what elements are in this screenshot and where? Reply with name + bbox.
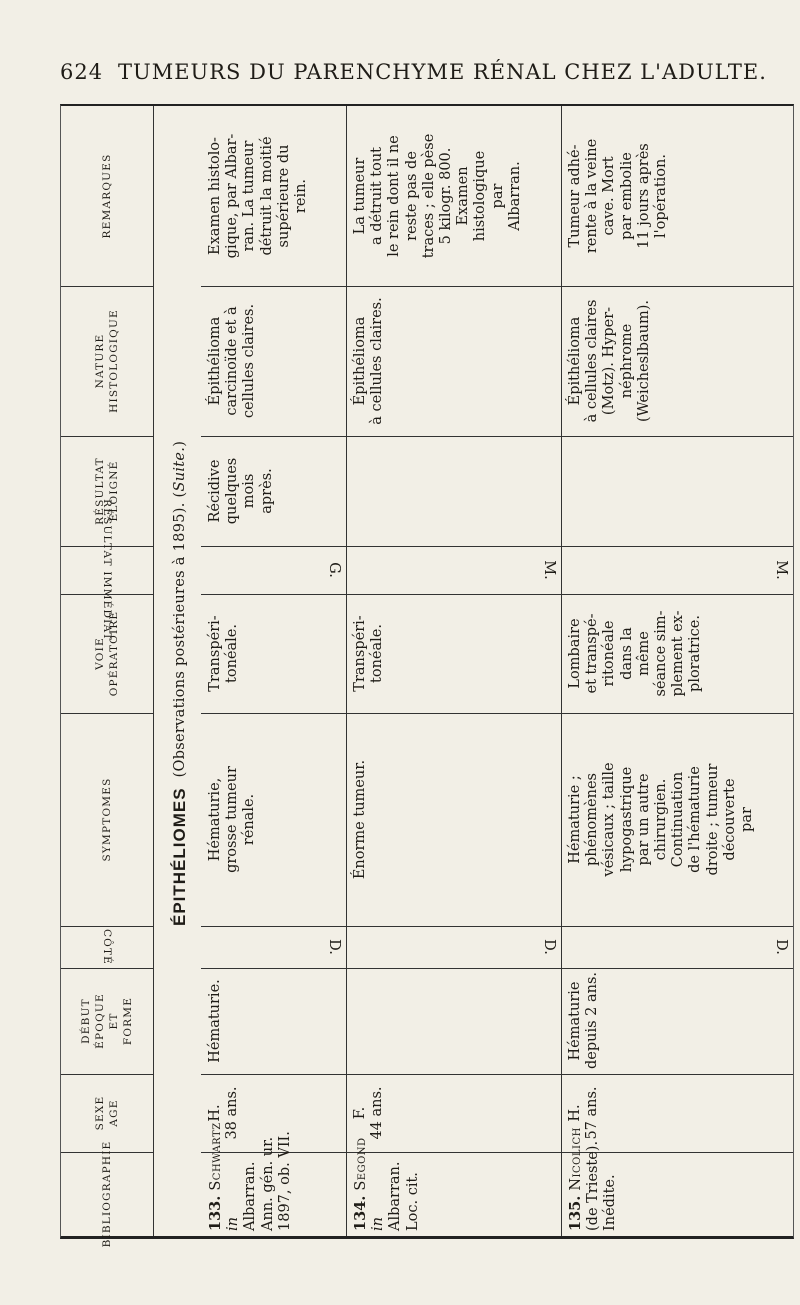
column-rule	[201, 436, 793, 437]
remarques-line: Examen	[455, 166, 472, 226]
voie-line: ritonéale	[601, 620, 618, 687]
header-label: CÔTÉ	[101, 928, 113, 966]
bibliography-author	[567, 1127, 585, 1231]
nature-line: Épithélioma	[567, 316, 583, 406]
header-debut	[65, 970, 149, 1072]
remarques-line: a détruit tout	[369, 147, 386, 246]
author-name: Nicolich	[568, 1127, 584, 1191]
remarques-line: ran. La tumeur	[241, 140, 258, 252]
nature-line: cellules claires.	[241, 303, 258, 419]
remarques-line: par	[489, 183, 506, 209]
section-heading	[165, 126, 195, 926]
debut-line: Hématurie.	[207, 979, 223, 1063]
header-label: VOIE	[94, 637, 106, 670]
cell-resultat-eloigne	[567, 441, 789, 541]
cell-remarques	[352, 111, 557, 281]
symptomes-line: de l'hématurie	[687, 766, 704, 873]
header-label: SEXE	[94, 1095, 106, 1131]
row-divider	[346, 106, 347, 1236]
resultat-immediat-line: G.	[326, 562, 342, 578]
header-label: OPÉRATOIRE	[108, 610, 120, 697]
symptomes-line: découverte	[721, 778, 738, 861]
symptomes-line: vésicaux ; taille	[601, 762, 618, 877]
cell-voie	[352, 599, 557, 708]
cell-bibliographie	[207, 1122, 342, 1231]
symptomes-line: Hématurie ;	[567, 775, 583, 864]
symptomes-line: Continuation	[670, 771, 687, 868]
remarques-line: l'opération.	[653, 154, 670, 238]
cell-resultat-immediat	[567, 551, 789, 589]
resultat-eloigne-line: quelques	[224, 457, 241, 525]
header-label: HISTOLOGIQUE	[108, 309, 120, 413]
remarques-line: histologique	[472, 150, 489, 242]
bibliography-line: 1897, ob. VII.	[276, 1131, 293, 1231]
cell-debut	[207, 973, 342, 1069]
sexe-age-line: 38 ans.	[224, 1086, 241, 1140]
header-label: RÉSULTAT	[94, 457, 106, 525]
section-subtitle: (Observations postérieures à 1895). (Suite.)	[172, 440, 188, 778]
column-rule	[201, 546, 793, 547]
symptomes-line: par	[739, 807, 756, 832]
header-label: NATURE	[94, 333, 106, 389]
symptomes-line: hypogastrique	[618, 766, 635, 873]
header-label: DÉBUT	[80, 998, 92, 1044]
cell-voie	[207, 599, 342, 708]
bibliography-author	[352, 1137, 370, 1231]
symptomes-line: chirurgien.	[653, 778, 670, 861]
observations-table	[60, 104, 794, 1248]
header-sexe-age	[65, 1076, 149, 1150]
header-rule	[61, 286, 153, 287]
symptomes-line: phénomènes	[584, 773, 601, 866]
remarques-line: 5 kilogr. 800.	[438, 147, 455, 245]
header-rule	[61, 926, 153, 927]
nature-line: Épithélioma	[207, 316, 223, 406]
remarques-line: reste pas de	[403, 151, 420, 241]
cell-symptomes	[207, 718, 342, 921]
nature-line: carcinoïde et à	[224, 306, 241, 416]
column-rule	[201, 594, 793, 595]
symptomes-line: droite ; tumeur	[704, 763, 721, 876]
cell-nature	[352, 291, 557, 431]
cote-line: D.	[541, 939, 557, 955]
remarques-line: Examen histolo-	[207, 137, 223, 255]
sexe-age-line: 44 ans.	[369, 1086, 386, 1140]
nature-line: néphrome	[618, 323, 635, 399]
header-label: REMARQUES	[101, 153, 113, 239]
voie-line: dans la	[618, 627, 635, 680]
voie-line: même	[635, 631, 652, 676]
author-name: Segond	[353, 1137, 369, 1191]
nature-line: Épithélioma	[352, 316, 368, 406]
cell-resultat-immediat	[207, 551, 342, 589]
header-remarques	[65, 108, 149, 284]
header-label: ÉLOIGNÉ	[108, 460, 120, 522]
nature-line: à cellules claires.	[369, 297, 386, 425]
cell-resultat-eloigne	[207, 441, 342, 541]
voie-line: et transpé-	[584, 613, 601, 694]
remarques-line: 11 jours après	[635, 143, 652, 249]
cell-resultat-eloigne	[352, 441, 557, 541]
observation-number: 134.	[352, 1190, 369, 1231]
symptomes-line: Hématurie,	[207, 777, 223, 862]
bibliography-line: Ann. gén. ur.	[259, 1136, 276, 1231]
voie-line: plement ex-	[670, 610, 687, 697]
header-rule	[61, 968, 153, 969]
page-header	[60, 60, 780, 94]
cell-symptomes	[567, 718, 789, 921]
nature-line: (Weicheslbaum).	[635, 300, 652, 422]
header-resultat-immediat	[65, 499, 149, 641]
page-number: 624	[60, 60, 104, 84]
sexe-age-line: H.	[207, 1104, 223, 1122]
cell-cote	[207, 931, 342, 963]
debut-line: Hématurie	[567, 981, 583, 1061]
header-label: AGE	[108, 1099, 120, 1127]
remarques-line: gique, par Albar-	[224, 133, 241, 259]
bibliography-line: in	[370, 1217, 387, 1231]
column-rule	[201, 1074, 793, 1075]
section-title: ÉPITHÉLIOMES	[170, 787, 189, 926]
remarques-line: rein.	[293, 178, 310, 214]
column-rule	[201, 926, 793, 927]
symptomes-line: par un autre	[635, 773, 652, 866]
cell-remarques	[567, 111, 789, 281]
column-rule	[201, 286, 793, 287]
bibliography-line: Albarran.	[242, 1161, 259, 1231]
sexe-age-line: F.	[352, 1106, 368, 1120]
header-label: RÉSULTAT IMMÉDIAT	[101, 499, 113, 641]
voie-line: Lombaire	[567, 618, 583, 689]
bibliography-line: in	[225, 1217, 242, 1231]
symptomes-line: rénale.	[241, 793, 258, 846]
bibliography-line: Albarran.	[387, 1161, 404, 1231]
cell-symptomes	[352, 718, 557, 921]
sexe-age-line: 57 ans.	[584, 1086, 601, 1140]
running-title: TUMEURS DU PARENCHYME RÉNAL CHEZ L'ADULTE.	[118, 60, 767, 84]
header-bibliographie	[65, 1140, 149, 1248]
header-label: ET	[108, 1012, 120, 1030]
voie-line: ploratrice.	[687, 615, 704, 692]
cell-cote	[567, 931, 789, 963]
bibliography-line: Inédite.	[602, 1174, 619, 1231]
cell-bibliographie	[352, 1137, 557, 1231]
bibliography-author	[207, 1122, 225, 1231]
symptomes-line: Énorme tumeur.	[352, 759, 368, 880]
remarques-line: rente à la veine	[584, 138, 601, 254]
author-name: Schwartz	[208, 1122, 224, 1191]
cell-sexe-age	[567, 1079, 789, 1147]
cell-bibliographie	[567, 1127, 789, 1231]
remarques-line: Albarran.	[506, 161, 523, 231]
resultat-eloigne-line: mois	[241, 473, 258, 509]
header-divider	[153, 106, 154, 1236]
remarques-line: Tumeur adhé-	[567, 144, 583, 248]
cote-line: D.	[773, 939, 789, 955]
header-label: ÉPOQUE	[94, 993, 106, 1049]
bibliography-line: Loc. cit.	[404, 1172, 421, 1231]
cell-resultat-immediat	[352, 551, 557, 589]
observation-number: 135.	[567, 1190, 584, 1231]
cell-nature	[207, 291, 342, 431]
header-rule	[61, 1074, 153, 1075]
voie-line: tonéale.	[369, 624, 386, 683]
cote-line: D.	[326, 939, 342, 955]
header-label: FORME	[122, 996, 134, 1046]
nature-line: (Motz). Hyper-	[601, 306, 618, 416]
remarques-line: par embolie	[618, 152, 635, 240]
bibliography-line: (de Trieste).	[585, 1140, 602, 1231]
resultat-immediat-line: M.	[773, 560, 789, 580]
header-label: SYMPTOMES	[101, 777, 113, 862]
voie-line: tonéale.	[224, 624, 241, 683]
remarques-line: détruit la moitié	[258, 136, 275, 256]
header-cote	[65, 928, 149, 966]
header-rule	[61, 713, 153, 714]
cell-voie	[567, 599, 789, 708]
header-nature	[65, 288, 149, 434]
voie-line: Transpéri-	[207, 615, 223, 692]
remarques-line: supérieure du	[275, 144, 292, 248]
remarques-line: traces ; elle pèse	[420, 133, 437, 259]
sexe-age-line: H.	[567, 1104, 583, 1122]
cell-remarques	[207, 111, 342, 281]
row-divider	[561, 106, 562, 1236]
remarques-line: La tumeur	[352, 157, 368, 235]
header-label: BIBLIOGRAPHIE	[101, 1140, 113, 1248]
remarques-line: cave. Mort	[601, 156, 618, 236]
header-symptomes	[65, 715, 149, 924]
debut-line: depuis 2 ans.	[584, 971, 601, 1069]
column-rule	[201, 968, 793, 969]
resultat-immediat-line: M.	[541, 560, 557, 580]
nature-line: à cellules claires	[584, 299, 601, 423]
resultat-eloigne-line: après.	[258, 468, 275, 514]
column-rule	[201, 713, 793, 714]
resultat-eloigne-line: Récidive	[207, 459, 223, 523]
cell-debut	[352, 973, 557, 1069]
cell-cote	[352, 931, 557, 963]
observation-number: 133.	[207, 1190, 224, 1231]
voie-line: Transpéri-	[352, 615, 368, 692]
cell-debut	[567, 973, 789, 1069]
voie-line: séance sim-	[653, 610, 670, 697]
cell-sexe-age	[352, 1079, 557, 1147]
remarques-line: le rein dont il ne	[386, 135, 403, 257]
header-voie	[65, 596, 149, 711]
symptomes-line: grosse tumeur	[224, 766, 241, 873]
cell-nature	[567, 291, 789, 431]
header-rule	[61, 436, 153, 437]
